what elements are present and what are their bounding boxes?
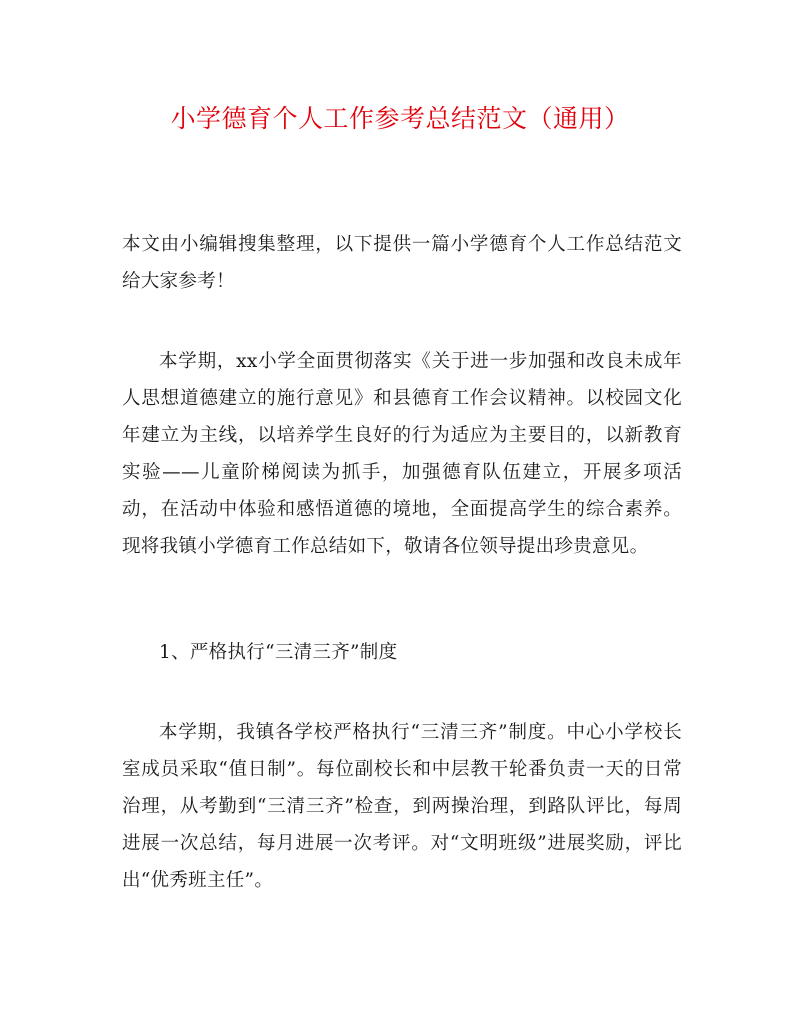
section-heading: 1、严格执行“三清三齐”制度 — [159, 642, 398, 663]
intro-paragraph: 本文由小编辑搜集整理，以下提供一篇小学德育个人工作总结范文给大家参考！ — [122, 234, 682, 292]
document-title: 小学德育个人工作参考总结范文（通用） — [170, 104, 630, 133]
summary-paragraph: 本学期，xx小学全面贯彻落实《关于进一步加强和改良未成年人思想道德建立的施行意见》和县德育工作会议精神。以校园文化年建立为主线，以培养学生良好的行为适应为主要目的，以新教育实验——儿童阶梯阅读为抓手，加强德育队伍建立，开展多项活动，在活动中体验和感悟道德的境地，全面提高学生的综合素养。现将我镇小学德育工作总结如下，敬请各位领导提出珍贵意见。 — [122, 351, 682, 557]
section-body-paragraph: 本学期，我镇各学校严格执行“三清三齐”制度。中心小学校长室成员采取“值日制”。每位副校长和中层教干轮番负责一天的日常治理，从考勤到“三清三齐”检查，到两操治理，到路队评比，每周进展一次总结，每月进展一次考评。对“文明班级”进展奖励，评比出“优秀班主任”。 — [122, 722, 682, 891]
